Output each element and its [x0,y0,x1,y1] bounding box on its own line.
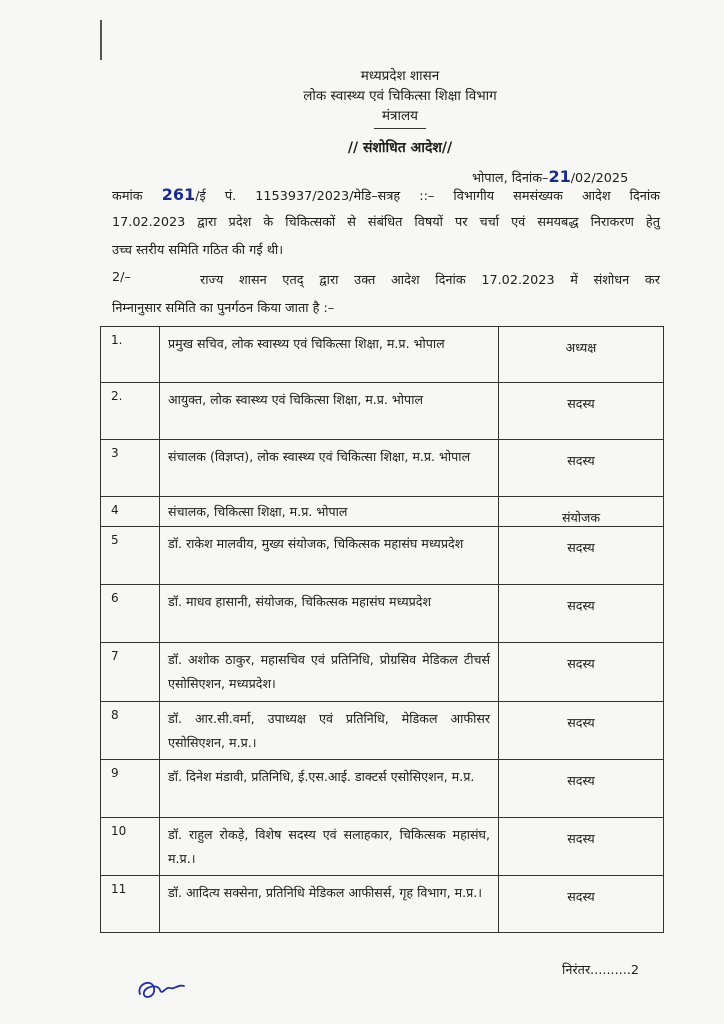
member-serial: 11 [101,876,160,933]
member-serial: 8 [101,702,160,760]
table-row [101,527,664,585]
member-serial: 1. [101,327,160,383]
member-designation: संचालक, चिकित्सा शिक्षा, म.प्र. भोपाल [160,497,499,527]
member-role: सदस्य [499,643,664,702]
table-row [101,702,664,760]
member-serial: 4 [101,497,160,527]
member-designation: संचालक (विज्ञप्त), लोक स्वास्थ्य एवं चिकित्सा शिक्षा, म.प्र. भोपाल [160,440,499,497]
member-designation: डॉ. राकेश मालवीय, मुख्य संयोजक, चिकित्सक महासंघ मध्यप्रदेश [160,527,499,585]
member-serial: 3 [101,440,160,497]
member-role: सदस्य [499,527,664,585]
member-role: सदस्य [499,760,664,818]
member-designation: डॉ. आदित्य सक्सेना, प्रतिनिधि मेडिकल आफीसर्स, गृह विभाग, म.प्र.। [160,876,499,933]
place-date-label: भोपाल, दिनांक– [472,171,549,186]
member-designation: आयुक्त, लोक स्वास्थ्य एवं चिकित्सा शिक्षा, म.प्र. भोपाल [160,383,499,440]
member-designation: प्रमुख सचिव, लोक स्वास्थ्य एवं चिकित्सा शिक्षा, म.प्र. भोपाल [160,327,499,383]
order-line-2: 17.02.2023 द्वारा प्रदेश के चिकित्सकों से संबंधित विषयों पर चर्चा एवं समयबद्ध निराकरण हेतु [112,215,660,230]
table-row [101,876,664,933]
member-serial: 9 [101,760,160,818]
order-line-1 [112,185,660,204]
committee-table [100,326,664,933]
order-prefix: कमांक [112,189,143,204]
member-role: सदस्य [499,585,664,643]
table-row [101,585,664,643]
continued-marker: निरंतर..........2 [562,963,639,978]
table-row [101,497,664,527]
date-month-year: /02/2025 [570,171,629,186]
member-designation: डॉ. अशोक ठाकुर, महासचिव एवं प्रतिनिधि, प्रोग्रसिव मेडिकल टीचर्स एसोसिएशन, मध्यप्रदेश। [160,643,499,702]
place-date [472,167,628,186]
member-serial: 10 [101,818,160,876]
order-line-3: उच्च स्तरीय समिति गठित की गई थी। [112,243,284,258]
member-role: संयोजक [499,497,664,527]
member-designation: डॉ. आर.सी.वर्मा, उपाध्यक्ष एवं प्रतिनिधि, मेडिकल आफीसर एसोसिएशन, म.प्र.। [160,702,499,760]
member-role: सदस्य [499,818,664,876]
member-serial: 7 [101,643,160,702]
member-designation: डॉ. राहुल रोकड़े, विशेष सदस्य एवं सलाहकार, चिकित्सक महासंघ, म.प्र.। [160,818,499,876]
member-role: सदस्य [499,383,664,440]
member-role: अध्यक्ष [499,327,664,383]
order-line-1-rest: /ई पं. 1153937/2023/मेडि–सत्रह ::– विभागीय समसंख्यक आदेश दिनांक [195,189,660,204]
member-serial: 6 [101,585,160,643]
table-row [101,818,664,876]
para2-line-1: राज्य शासन एतद् द्वारा उक्त आदेश दिनांक 17.02.2023 में संशोधन कर [200,273,660,288]
member-role: सदस्य [499,702,664,760]
member-role: सदस्य [499,876,664,933]
left-margin-mark [100,20,102,60]
member-serial: 2. [101,383,160,440]
department-name: लोक स्वास्थ्य एवं चिकित्सा शिक्षा विभाग [303,88,497,104]
member-serial: 5 [101,527,160,585]
table-row [101,327,664,383]
para2-line-2: निम्नानुसार समिति का पुनर्गठन किया जाता है :– [112,301,335,316]
member-designation: डॉ. दिनेश मंडावी, प्रतिनिधि, ई.एस.आई. डाक्टर्स एसोसिएशन, म.प्र. [160,760,499,818]
header-divider [374,128,426,129]
initials-signature [134,974,190,1004]
table-row [101,760,664,818]
order-title: // संशोधित आदेश// [347,140,453,156]
ministry-name: मंत्रालय [381,108,418,124]
order-number-handwritten: 261 [161,185,196,204]
table-row [101,440,664,497]
table-row [101,643,664,702]
date-day-handwritten: 21 [548,167,571,186]
table-row [101,383,664,440]
govt-name: मध्यप्रदेश शासन [360,68,440,84]
member-role: सदस्य [499,440,664,497]
member-designation: डॉ. माधव हासानी, संयोजक, चिकित्सक महासंघ मध्यप्रदेश [160,585,499,643]
para2-number: 2/– [112,270,131,285]
